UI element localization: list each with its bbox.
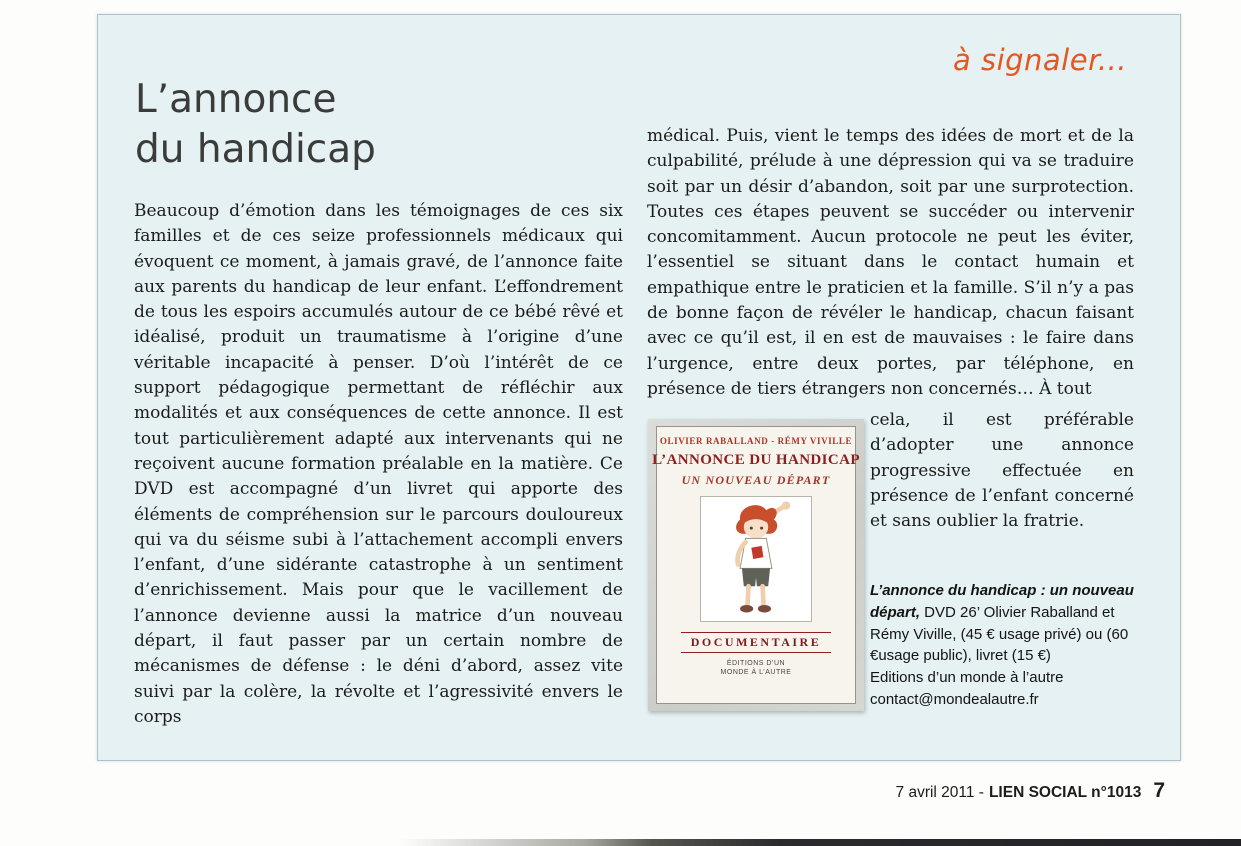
article-column-right-wrap: cela, il est préférable d’adopter une annonce progressive effectuée en présence de l’enfant concerné et sans oublier la fratrie. <box>870 410 1134 532</box>
article-title <box>135 75 376 175</box>
article-column-right-top: médical. Puis, vient le temps des idées de mort et de la culpabilité, prélude à une dépression qui va se traduire soit par un désir d’abandon, soit par une surprotection. Toutes ces étapes peuvent se succéder ou intervenir concomitamment. Aucun protocole ne peut les éviter, l’essentiel se situant dans le contact humain et empathique entre le praticien et la famille. S’il n’y a pas de bonne façon de révéler le handicap, chacun faisant avec ce qu’il est, il en est de mauvaises : le faire dans l’urgence, entre deux portes, par téléphone, en présence de tiers étrangers non concernés… À tout <box>647 126 1134 399</box>
caption-publisher: Editions d’un monde à l’autre <box>870 669 1064 687</box>
article-title-line1: L’annonce <box>135 77 337 122</box>
caption-email: contact@mondealautre.fr <box>870 690 1039 708</box>
cover-publisher: ÉDITIONS D’UN MONDE À L’AUTRE <box>720 660 792 676</box>
dvd-cover <box>648 419 864 711</box>
article-column-left: Beaucoup d’émotion dans les témoignages de ces six familles et de ces seize professionnels médicaux qui évoquent ce moment, à jamais gravé, de l’annonce faite aux parents du handicap de leur enfant. L’effondrement de tous les espoirs accumulés autour de ce bébé rêvé et idéalisé, produit un traumatisme à l’origine d’une véritable incapacité à penser. D’où l’intérêt de ce support pédagogique permettant de réfléchir aux modalités et aux conséquences de cette annonce. Il est tout particulièrement adapté aux intervenants qui ne reçoivent aucune formation préalable en la matière. Ce DVD est accompagné d’un livret qui apporte des éléments de compréhension sur le parcours douloureux qui va du séisme subi à l’attachement accompli envers l’enfant, d’une sidérante catastrophe à un sentiment d’enrichissement. Mais pour que le vacillement de l’annonce devienne aussi la matrice d’un nouveau départ, il faut passer par un certain nombre de mécanismes de défense : le déni d’abord, assez vite suivi par la colère, la révolte et l’agressivité envers le corps <box>134 201 623 727</box>
cover-authors: OLIVIER RABALLAND - RÉMY VIVILLE <box>659 436 853 446</box>
cover-subtitle: UN NOUVEAU DÉPART <box>681 473 831 487</box>
section-label: à signaler... <box>952 43 1127 77</box>
footer-page-number: 7 <box>1153 779 1165 802</box>
child-drawing-icon <box>700 496 812 622</box>
article-title-line2: du handicap <box>135 127 376 172</box>
footer-date: 7 avril 2011 - <box>895 784 984 801</box>
cover-genre: DOCUMENTAIRE <box>681 632 831 653</box>
page-footer <box>896 779 1165 803</box>
footer-magazine: LIEN SOCIAL n°1013 <box>988 784 1142 801</box>
scan-edge-artifact <box>400 839 1241 846</box>
cover-title: L’ANNONCE DU HANDICAP <box>652 452 860 468</box>
caption-details: DVD 26’ Olivier Raballand et Rémy Viville, (45 € usage privé) ou (60 €usage public), livret (15 €) <box>870 603 1129 665</box>
dvd-cover-front <box>652 426 860 704</box>
dvd-caption <box>870 580 1140 711</box>
caption-title: L’annonce du handicap : un nouveau départ, <box>870 582 1134 621</box>
magazine-page <box>97 14 1181 761</box>
